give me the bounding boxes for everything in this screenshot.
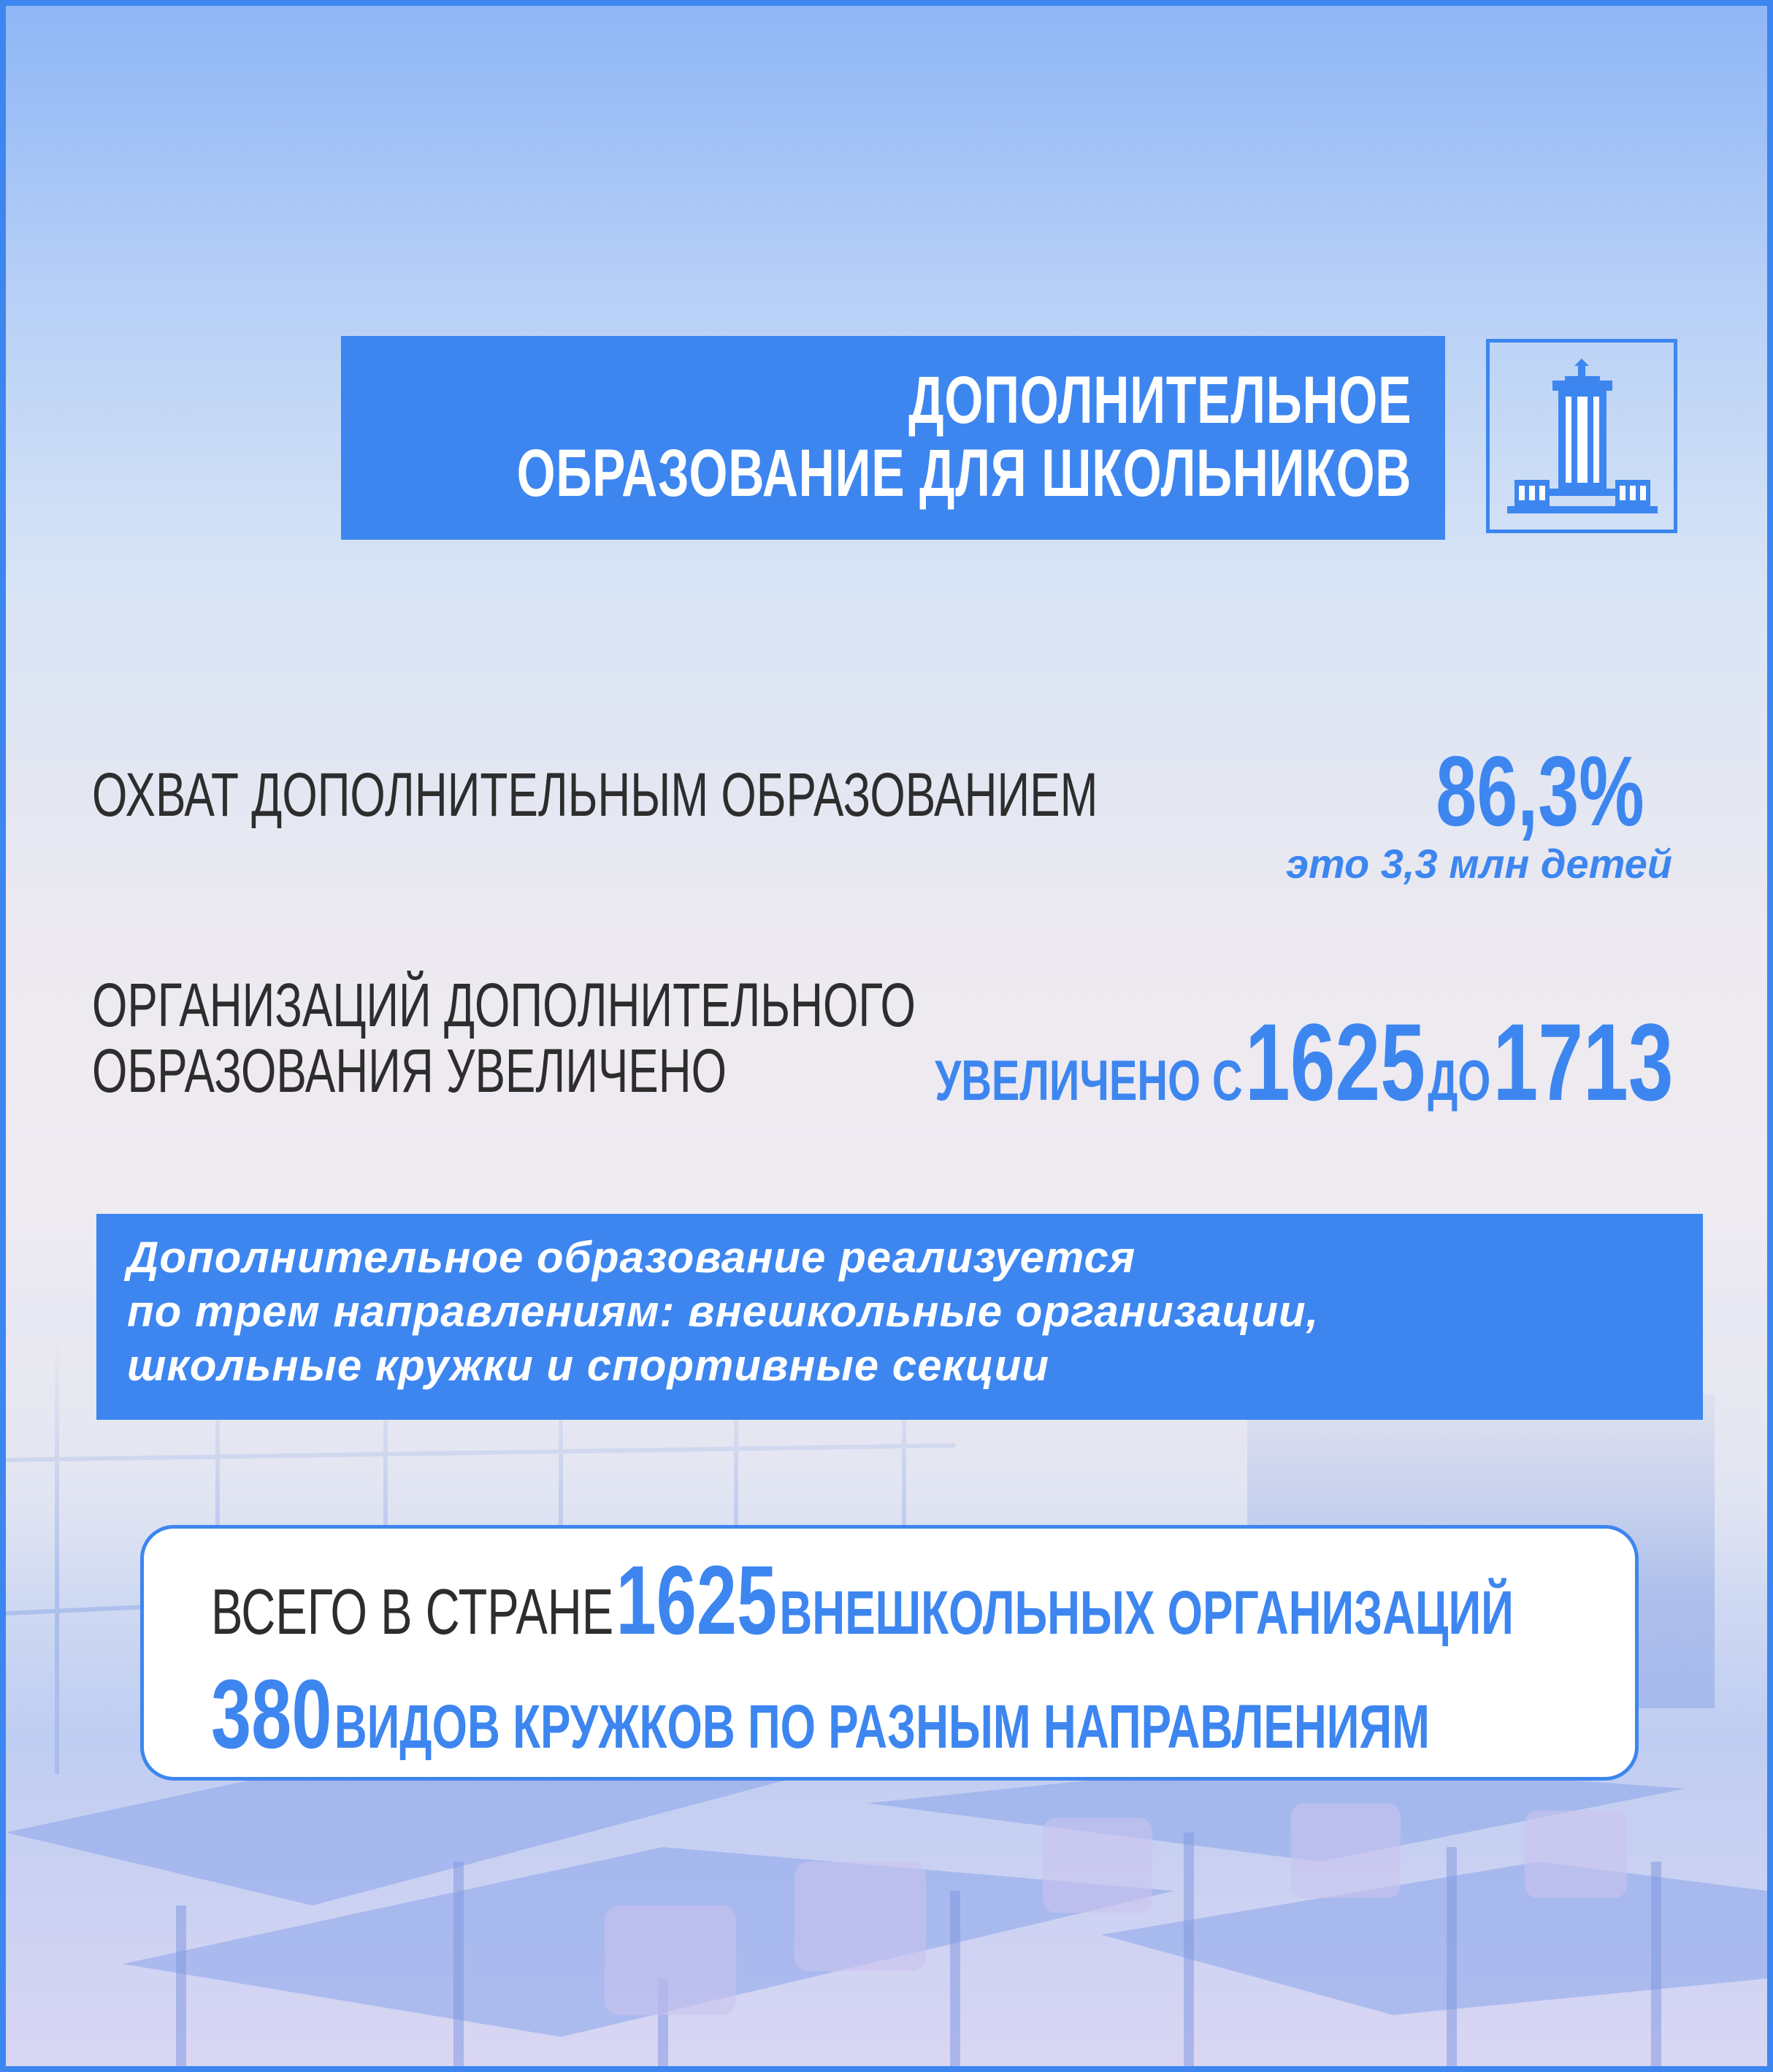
- totals-organizations-number: 1625: [616, 1546, 778, 1655]
- page-title-line-2: ОБРАЗОВАНИЕ ДЛЯ ШКОЛЬНИКОВ: [516, 436, 1412, 511]
- organizations-growth-value: [675, 999, 1674, 1123]
- title-banner: [341, 336, 1445, 540]
- coverage-value: 86,3%: [1436, 735, 1644, 846]
- directions-line-3: школьные кружки и спортивные секции: [127, 1341, 1050, 1390]
- totals-prefix: ВСЕГО В СТРАНЕ: [211, 1575, 614, 1648]
- coverage-note: это 3,3 млн детей: [1286, 841, 1672, 887]
- directions-line-2: по трем направлениям: внешкольные организации,: [127, 1287, 1320, 1336]
- government-building-icon: [1490, 343, 1674, 530]
- totals-card: [140, 1525, 1639, 1781]
- totals-organizations-label: ВНЕШКОЛЬНЫХ ОРГАНИЗАЦИЙ: [779, 1578, 1514, 1647]
- growth-from-number: 1625: [1245, 1001, 1426, 1123]
- totals-clubs-number: 380: [211, 1660, 332, 1769]
- growth-prefix: УВЕЛИЧЕНО С: [935, 1048, 1244, 1112]
- directions-line-1: Дополнительное образование реализуется: [127, 1233, 1136, 1282]
- totals-line-1: [211, 1545, 1773, 1656]
- organizations-label-line-1: ОРГАНИЗАЦИЙ ДОПОЛНИТЕЛЬНОГО: [92, 971, 916, 1039]
- growth-mid-word: ДО: [1428, 1048, 1491, 1112]
- organizations-label-line-2: ОБРАЗОВАНИЯ УВЕЛИЧЕНО: [92, 1036, 727, 1105]
- growth-to-number: 1713: [1493, 1001, 1674, 1123]
- totals-clubs-label: ВИДОВ КРУЖКОВ ПО РАЗНЫМ НАПРАВЛЕНИЯМ: [334, 1692, 1430, 1761]
- page-title-line-1: ДОПОЛНИТЕЛЬНОЕ: [908, 363, 1412, 437]
- directions-banner: [96, 1214, 1703, 1420]
- coverage-label: ОХВАТ ДОПОЛНИТЕЛЬНЫМ ОБРАЗОВАНИЕМ: [92, 760, 1098, 829]
- totals-line-2: [211, 1659, 1773, 1770]
- emblem-frame: [1486, 339, 1677, 533]
